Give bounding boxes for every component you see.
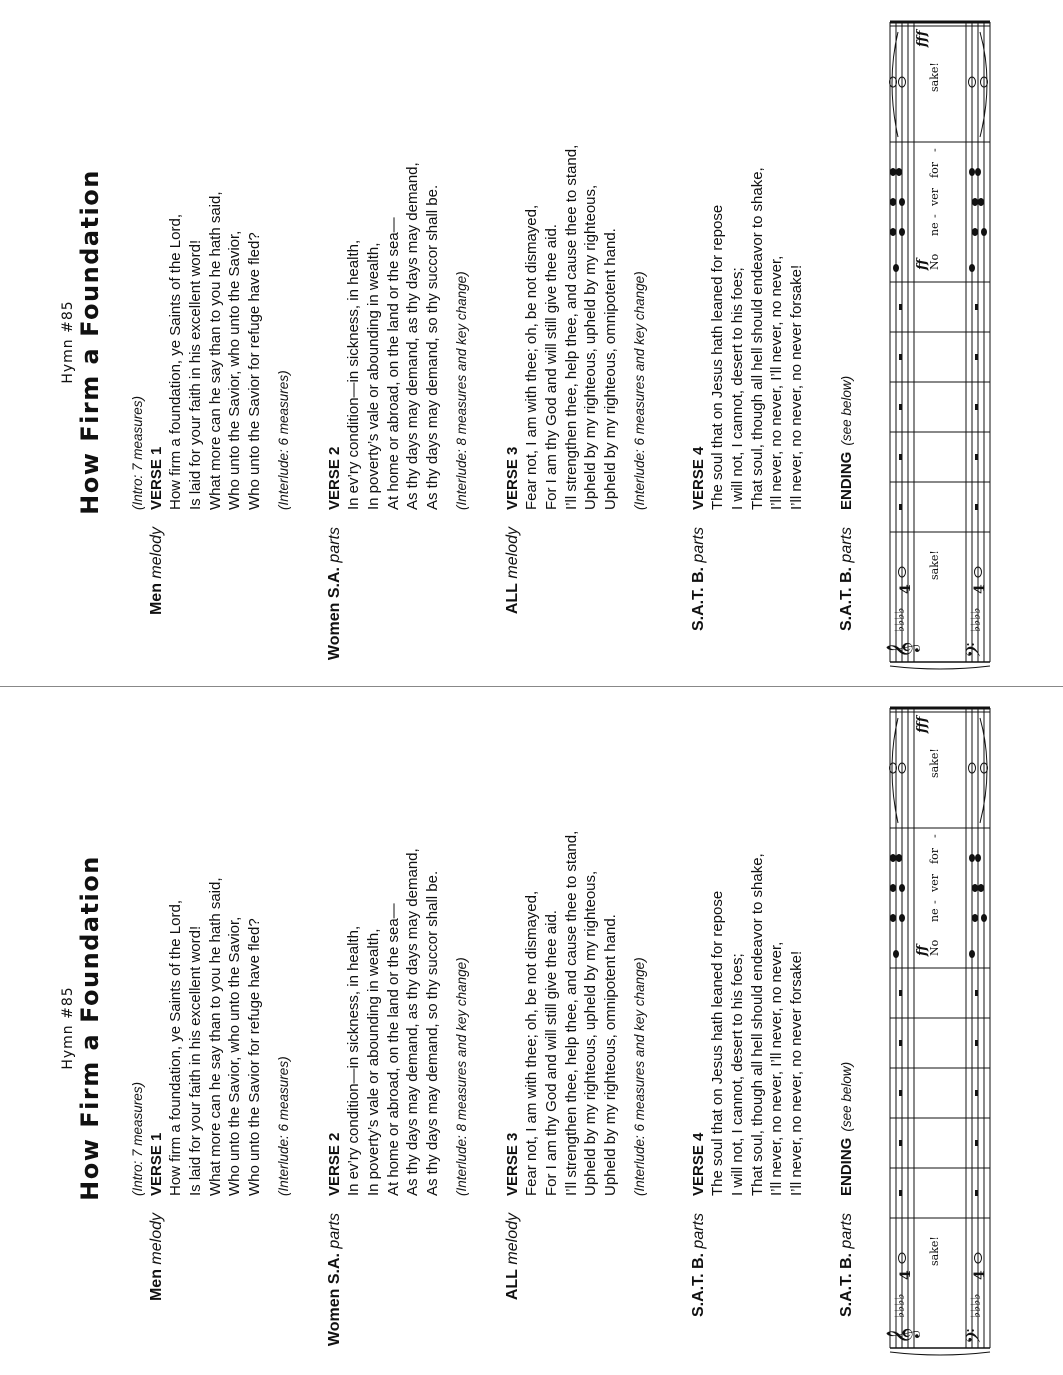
lyric-line: In ev’ry condition—in sickness, in health, xyxy=(345,239,362,510)
verse-heading: VERSE 2 xyxy=(326,1132,343,1196)
lyric-line: That soul, though all hell should endeavor to shake, xyxy=(748,167,766,510)
lyric-line: What more can he say than to you he hath said, xyxy=(206,191,224,510)
lyric-line: At home or abroad, on the land or the sea— xyxy=(384,903,402,1196)
svg-text:ne: ne xyxy=(928,222,941,236)
section-label: ALL melody xyxy=(504,1213,521,1301)
lyric-line: Upheld by my righteous, upheld by my righteous, xyxy=(582,184,600,510)
interlude-note: (Interlude: 6 measures and key change) xyxy=(631,271,647,510)
lyric-line: Upheld by my righteous, omnipotent hand. xyxy=(602,914,620,1196)
interlude-note: (Interlude: 6 measures) xyxy=(275,370,291,510)
section-label: S.A.T. B. parts xyxy=(838,1213,855,1318)
svg-text:for: for xyxy=(928,162,941,178)
svg-text:4: 4 xyxy=(898,1270,914,1280)
lyric-line: How firm a foundation, ye Saints of the Lord, xyxy=(167,900,184,1196)
interlude-note: (Interlude: 6 measures) xyxy=(275,1056,291,1196)
music-score xyxy=(876,12,1006,672)
hymn-sheet-upper xyxy=(0,0,1063,686)
hymn-title: How Firm a Foundation xyxy=(76,169,104,515)
lyric-line: Who unto the Savior for refuge have fled? xyxy=(246,918,264,1196)
ending-note: (see below) xyxy=(839,375,854,446)
svg-text:sake!: sake! xyxy=(928,550,941,580)
svg-text:No: No xyxy=(928,253,941,270)
bass-clef-icon: 𝄢 xyxy=(962,642,990,658)
verse-heading: VERSE 1 xyxy=(148,446,165,510)
svg-text:ne: ne xyxy=(928,908,941,922)
lyric-line: I’ll never, no never, I’ll never, no never, xyxy=(768,941,786,1196)
svg-text:4: 4 xyxy=(972,584,988,594)
interlude-note: (Interlude: 8 measures and key change) xyxy=(453,271,469,510)
section-label: Men melody xyxy=(148,527,165,616)
lyric-line: As thy days may demand, as thy days may demand, xyxy=(404,848,422,1196)
lyric-line: As thy days may demand, so thy succor shall be. xyxy=(424,870,442,1196)
svg-text:♭♭♭♭: ♭♭♭♭ xyxy=(893,1293,908,1318)
svg-text:sake!: sake! xyxy=(928,1236,941,1266)
lyric-line: What more can he say than to you he hath said, xyxy=(206,877,224,1196)
section-label: Women S.A. parts xyxy=(326,527,343,661)
ending-heading: ENDING xyxy=(838,451,855,510)
verse-heading: VERSE 4 xyxy=(690,1132,707,1196)
ending-heading: ENDING xyxy=(838,1137,855,1196)
lyric-line: I will not, I cannot, desert to his foes; xyxy=(728,267,746,510)
hymn-title: How Firm a Foundation xyxy=(76,855,104,1201)
lyric-line: Who unto the Savior for refuge have fled? xyxy=(246,232,264,510)
lyric-line: In ev’ry condition—in sickness, in health, xyxy=(345,925,362,1196)
hymn-sheet-lower xyxy=(0,684,1063,1372)
svg-text:fff: fff xyxy=(915,30,930,47)
music-score xyxy=(876,698,1006,1358)
svg-text:-: - xyxy=(928,214,941,218)
intro-note: (Intro: 7 measures) xyxy=(130,1081,145,1196)
lyric-line: As thy days may demand, so thy succor shall be. xyxy=(424,184,442,510)
verse-heading: VERSE 2 xyxy=(326,446,343,510)
lyric-line: For I am thy God and will still give thee aid. xyxy=(542,224,560,510)
intro-note: (Intro: 7 measures) xyxy=(130,395,145,510)
svg-text:fff: fff xyxy=(915,716,930,733)
verse-heading: VERSE 3 xyxy=(504,446,521,510)
ending-note: (see below) xyxy=(839,1061,854,1132)
section-label: S.A.T. B. parts xyxy=(690,1213,707,1318)
hymn-number: Hymn #85 xyxy=(60,986,76,1070)
svg-text:sake!: sake! xyxy=(928,62,941,92)
verse-heading: VERSE 1 xyxy=(148,1132,165,1196)
interlude-note: (Interlude: 8 measures and key change) xyxy=(453,957,469,1196)
svg-text:4: 4 xyxy=(972,1270,988,1280)
svg-text:4: 4 xyxy=(898,584,914,594)
svg-text:ff: ff xyxy=(915,259,930,270)
lyric-line: The soul that on Jesus hath leaned for repose xyxy=(709,890,726,1196)
lyric-line: Who unto the Savior, who unto the Savior, xyxy=(226,230,244,510)
svg-text:sake!: sake! xyxy=(928,748,941,778)
svg-text:♭♭♭♭: ♭♭♭♭ xyxy=(969,607,984,632)
verse-heading: VERSE 4 xyxy=(690,446,707,510)
lyric-line: For I am thy God and will still give thee aid. xyxy=(542,910,560,1196)
lyric-line: As thy days may demand, as thy days may demand, xyxy=(404,162,422,510)
verse-heading: VERSE 3 xyxy=(504,1132,521,1196)
svg-text:♭♭♭♭: ♭♭♭♭ xyxy=(969,1293,984,1318)
lyric-line: Is laid for your faith in his excellent word! xyxy=(186,925,204,1196)
svg-text:-: - xyxy=(928,834,941,838)
svg-text:ver: ver xyxy=(928,188,941,206)
interlude-note: (Interlude: 6 measures and key change) xyxy=(631,957,647,1196)
section-label: S.A.T. B. parts xyxy=(690,527,707,632)
lyric-line: I’ll strengthen thee, help thee, and cause thee to stand, xyxy=(562,830,580,1196)
svg-text:No: No xyxy=(928,939,941,956)
svg-text:-: - xyxy=(928,900,941,904)
section-label: ALL melody xyxy=(504,527,521,615)
lyric-line: Fear not, I am with thee; oh, be not dismayed, xyxy=(523,204,540,510)
lyric-line: Is laid for your faith in his excellent word! xyxy=(186,239,204,510)
lyric-line: How firm a foundation, ye Saints of the Lord, xyxy=(167,214,184,510)
lyric-line: Who unto the Savior, who unto the Savior, xyxy=(226,916,244,1196)
lyric-line: In poverty’s vale or abounding in wealth, xyxy=(364,242,382,510)
lyric-line: In poverty’s vale or abounding in wealth, xyxy=(364,928,382,1196)
treble-clef-icon: 𝄞 xyxy=(886,1327,919,1344)
svg-text:-: - xyxy=(928,148,941,152)
svg-text:ver: ver xyxy=(928,874,941,892)
lyric-line: I will not, I cannot, desert to his foes; xyxy=(728,953,746,1196)
section-label: Men melody xyxy=(148,1213,165,1302)
treble-clef-icon: 𝄞 xyxy=(886,641,919,658)
lyric-line: Fear not, I am with thee; oh, be not dismayed, xyxy=(523,890,540,1196)
lyric-line: The soul that on Jesus hath leaned for repose xyxy=(709,204,726,510)
section-label: S.A.T. B. parts xyxy=(838,527,855,632)
section-label: Women S.A. parts xyxy=(326,1213,343,1347)
lyric-line: I’ll never, no never, no never forsake! xyxy=(788,950,806,1196)
lyric-line: I’ll never, no never, I’ll never, no never, xyxy=(768,255,786,510)
lyric-line: Upheld by my righteous, upheld by my righteous, xyxy=(582,870,600,1196)
lyric-line: I’ll never, no never, no never forsake! xyxy=(788,264,806,510)
svg-text:ff: ff xyxy=(915,945,930,956)
hymn-number: Hymn #85 xyxy=(60,300,76,384)
lyric-line: That soul, though all hell should endeavor to shake, xyxy=(748,853,766,1196)
lyric-line: I’ll strengthen thee, help thee, and cause thee to stand, xyxy=(562,144,580,510)
svg-text:♭♭♭♭: ♭♭♭♭ xyxy=(893,607,908,632)
bass-clef-icon: 𝄢 xyxy=(962,1328,990,1344)
lyric-line: Upheld by my righteous, omnipotent hand. xyxy=(602,228,620,510)
lyric-line: At home or abroad, on the land or the sea— xyxy=(384,217,402,510)
svg-text:for: for xyxy=(928,848,941,864)
